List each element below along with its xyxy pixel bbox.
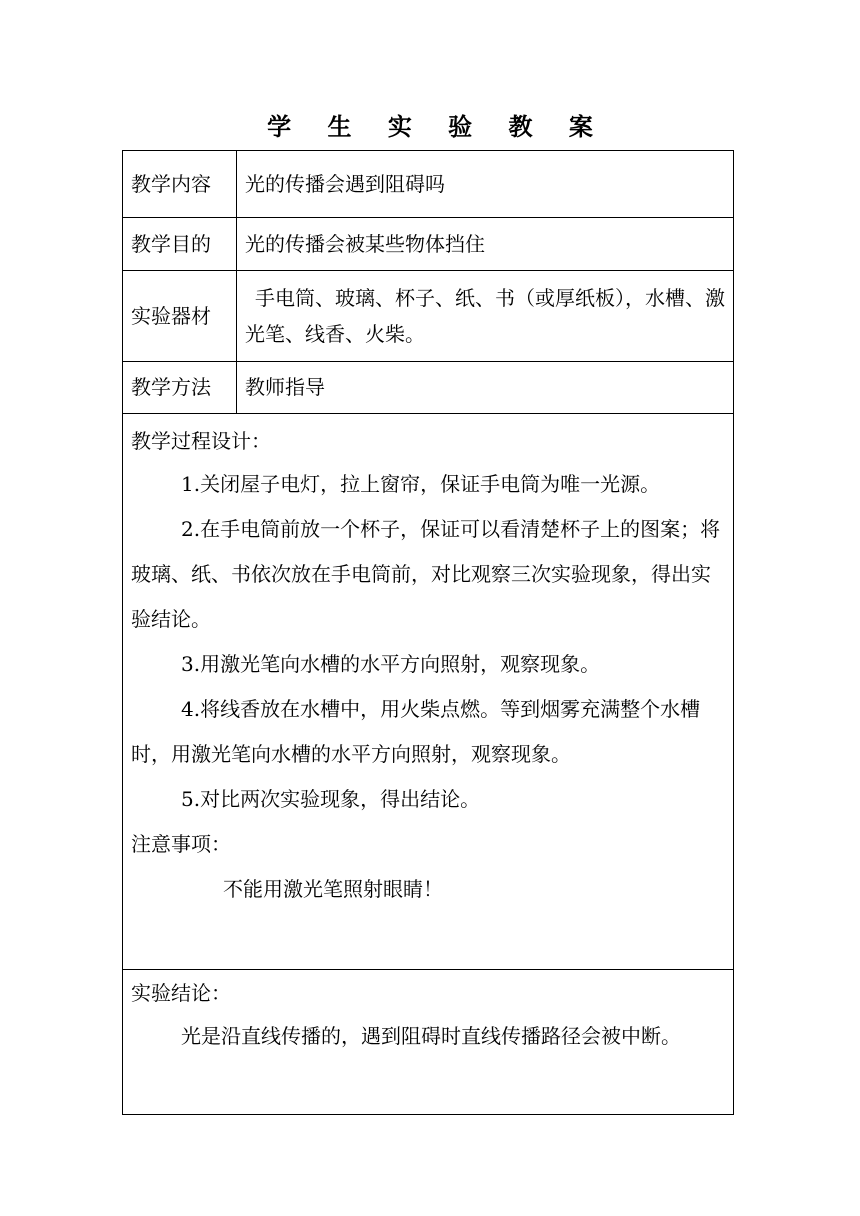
table-row-goal bbox=[123, 218, 734, 271]
materials-text: 手电筒、玻璃、杯子、纸、书（或厚纸板），水槽、激光笔、线香、火柴。 bbox=[245, 286, 725, 346]
table-row-conclusion bbox=[123, 970, 734, 1115]
table-row-method bbox=[123, 362, 734, 414]
goal-label: 教学目的 bbox=[123, 218, 237, 271]
lesson-plan-table bbox=[122, 150, 734, 1115]
table-row-materials bbox=[123, 271, 734, 362]
goal-value: 光的传播会被某些物体挡住 bbox=[237, 218, 734, 271]
process-step-2: 2.在手电筒前放一个杯子，保证可以看清楚杯子上的图案；将玻璃、纸、书依次放在手电筒前，对比观察三次实验现象，得出实验结论。 bbox=[131, 517, 721, 631]
process-cell bbox=[123, 414, 734, 970]
method-value: 教师指导 bbox=[237, 362, 734, 414]
caution-text: 不能用激光笔照射眼睛！ bbox=[223, 877, 443, 901]
method-label: 教学方法 bbox=[123, 362, 237, 414]
content-label: 教学内容 bbox=[123, 151, 237, 218]
spacer bbox=[131, 912, 725, 962]
page-title: 学 生 实 验 教 案 bbox=[267, 113, 607, 141]
conclusion-heading: 实验结论： bbox=[131, 981, 231, 1005]
process-step-4: 4.将线香放在水槽中，用火柴点燃。等到烟雾充满整个水槽时，用激光笔向水槽的水平方向照射，观察现象。 bbox=[131, 697, 701, 766]
materials-value bbox=[237, 271, 734, 362]
conclusion-cell bbox=[123, 970, 734, 1115]
content-value: 光的传播会遇到阻碍吗 bbox=[237, 151, 734, 218]
process-step-5: 5.对比两次实验现象，得出结论。 bbox=[181, 787, 481, 811]
table-row-process bbox=[123, 414, 734, 970]
conclusion-text: 光是沿直线传播的，遇到阻碍时直线传播路径会被中断。 bbox=[181, 1024, 681, 1048]
process-step-3: 3.用激光笔向水槽的水平方向照射，观察现象。 bbox=[181, 652, 601, 676]
process-heading: 教学过程设计： bbox=[131, 429, 271, 453]
process-step-1: 1.关闭屋子电灯，拉上窗帘，保证手电筒为唯一光源。 bbox=[181, 472, 661, 496]
caution-heading: 注意事项： bbox=[131, 832, 231, 856]
table-row-content bbox=[123, 151, 734, 218]
materials-label: 实验器材 bbox=[123, 271, 237, 362]
